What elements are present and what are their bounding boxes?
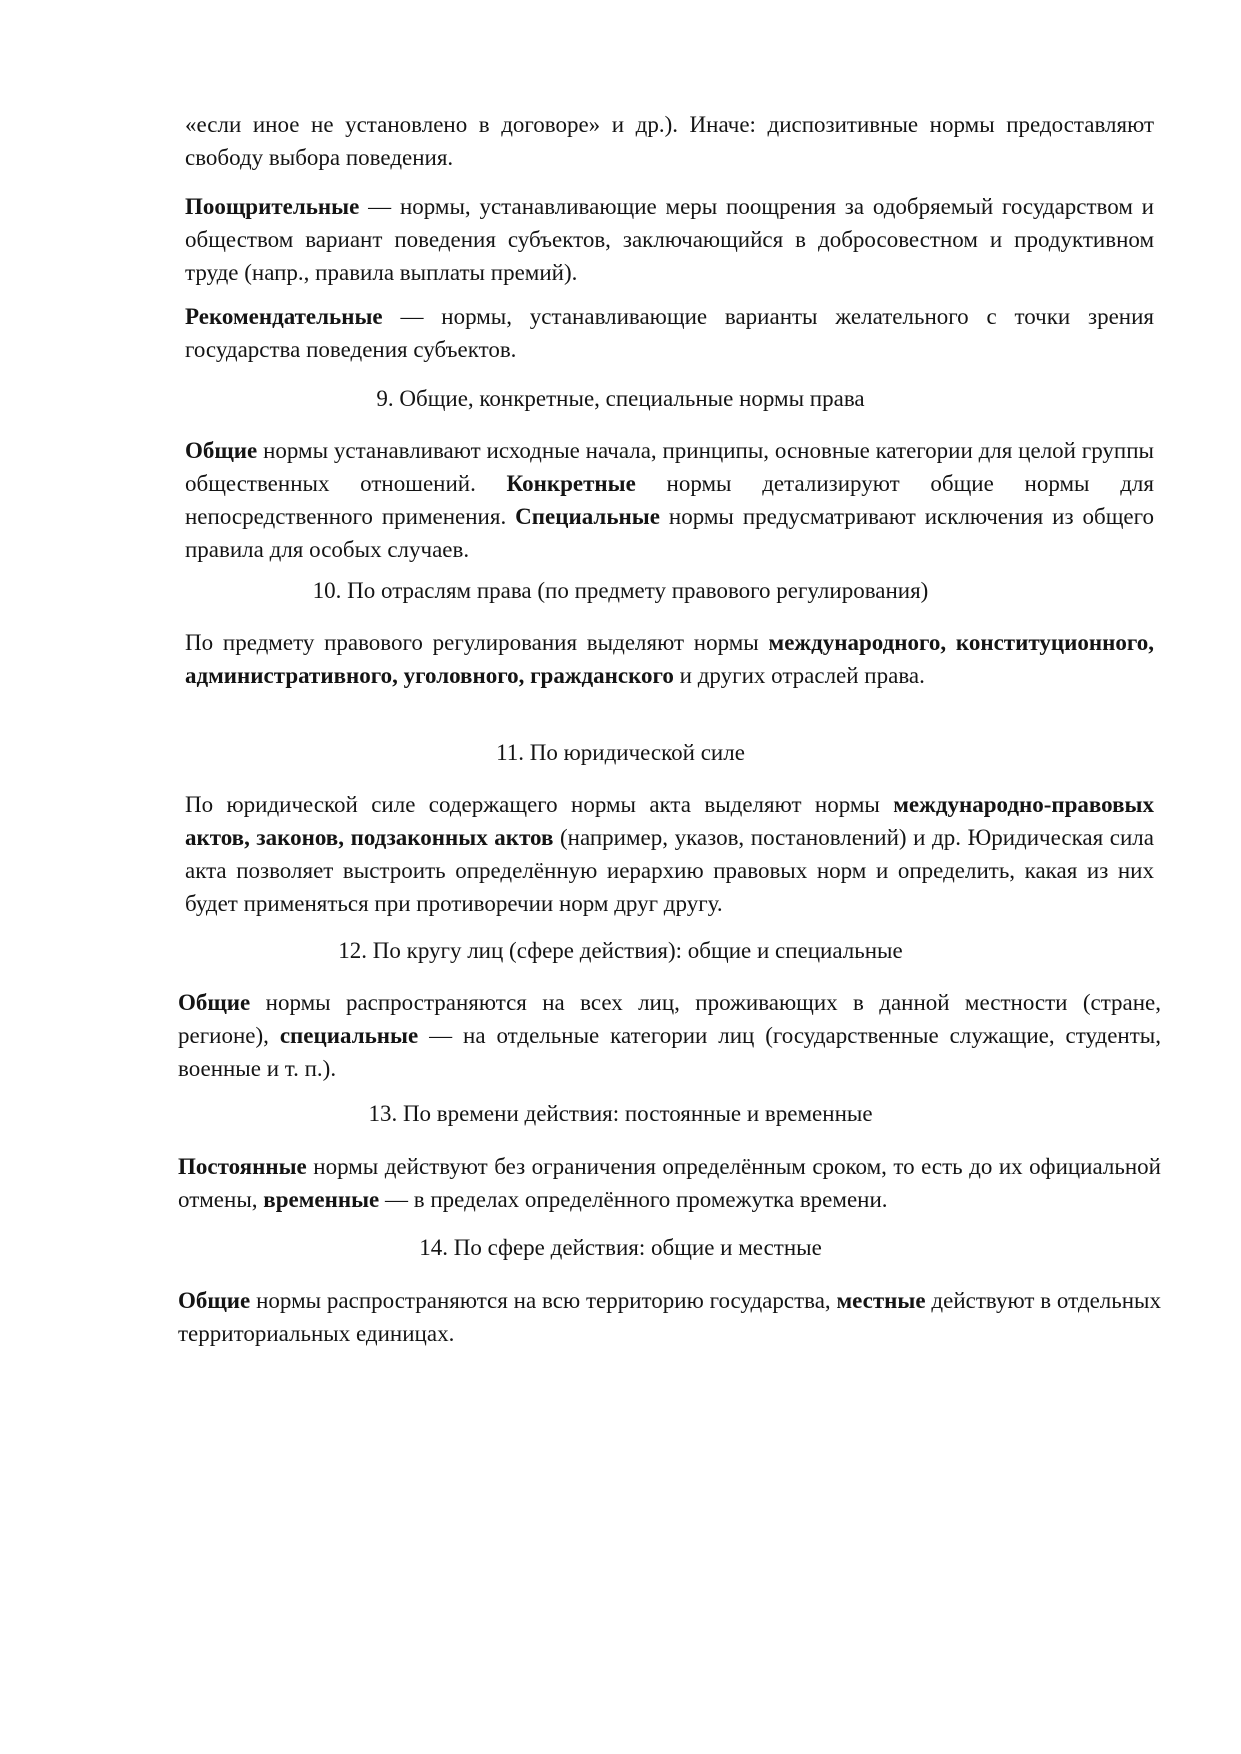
term-special-persons: специальные: [279, 1023, 419, 1048]
paragraph-section-10: [185, 626, 1154, 692]
paragraph-section-9: [185, 434, 1154, 566]
section-13-text-1: нормы действуют без ограничения определённым сроком, то есть до их официальной отмены,: [178, 1154, 1161, 1212]
section-9-text-3: нормы предусматривают исключения из общего правила для особых случаев.: [185, 504, 1154, 562]
term-branches: международного, конституционного, административного, уголовного, гражданского: [185, 630, 1154, 688]
paragraph-section-12: [178, 986, 1161, 1085]
section-heading-12: 12. По кругу лиц (сфере действия): общие и специальные: [338, 938, 903, 963]
section-14-text-2: действуют в отдельных территориальных единицах.: [178, 1288, 1162, 1346]
section-heading-9: 9. Общие, конкретные, специальные нормы права: [376, 386, 865, 411]
term-acts: международно-правовых актов, законов, подзаконных актов: [185, 792, 1154, 850]
term-recommendatory: Рекомендательные: [185, 304, 383, 329]
paragraph-intro: [185, 108, 1154, 174]
section-heading-14: 14. По сфере действия: общие и местные: [419, 1235, 822, 1260]
paragraph-intro-text: «если иное не установлено в договоре» и др.). Иначе: диспозитивные нормы предоставляют свободу выбора поведения.: [185, 112, 1154, 170]
section-heading-10: 10. По отраслям права (по предмету правового регулирования): [312, 578, 929, 603]
section-12-text-1: нормы распространяются на всех лиц, проживающих в данной местности (стране, регионе),: [178, 990, 1161, 1048]
paragraph-section-11: [185, 788, 1154, 920]
term-temporary: временные: [263, 1187, 380, 1212]
term-general-persons: Общие: [178, 990, 251, 1015]
paragraph-recommendatory-norms: [185, 300, 1154, 366]
section-11-text-2: (например, указов, постановлений) и др. Юридическая сила акта позволяет выстроить определённую иерархию правовых норм и определить, какая из них будет применяться при противоречии норм друг другу.: [185, 825, 1154, 916]
term-encouraging: Поощрительные: [185, 194, 360, 219]
section-10-text-2: и других отраслей права.: [673, 663, 925, 688]
section-9-text-1: нормы устанавливают исходные начала, принципы, основные категории для целой группы общественных отношений.: [185, 438, 1154, 496]
term-permanent: Постоянные: [178, 1154, 307, 1179]
paragraph-section-14: [178, 1284, 1161, 1350]
term-general: Общие: [185, 438, 258, 463]
term-concrete: Конкретные: [506, 471, 636, 496]
section-heading-11: 11. По юридической силе: [496, 740, 745, 765]
term-special: Специальные: [515, 504, 660, 529]
term-general-territory: Общие: [178, 1288, 251, 1313]
section-heading-13: 13. По времени действия: постоянные и временные: [368, 1101, 873, 1126]
section-14-text-1: нормы распространяются на всю территорию государства,: [250, 1288, 837, 1313]
encouraging-definition: — нормы, устанавливающие меры поощрения за одобряемый государством и обществом вариант поведения субъектов, заключающийся в добросовестном и продуктивном труде (напр., правила выплаты премий).: [185, 194, 1154, 285]
section-12-text-2: — на отдельные категории лиц (государственные служащие, студенты, военные и т. п.).: [178, 1023, 1161, 1081]
paragraph-encouraging-norms: [185, 190, 1154, 289]
section-11-text-1: По юридической силе содержащего нормы акта выделяют нормы: [185, 792, 894, 817]
recommendatory-definition: — нормы, устанавливающие варианты желательного с точки зрения государства поведения субъектов.: [185, 304, 1154, 362]
section-13-text-2: — в пределах определённого промежутка времени.: [379, 1187, 888, 1212]
term-local: местные: [836, 1288, 926, 1313]
paragraph-section-13: [178, 1150, 1161, 1216]
section-9-text-2: нормы детализируют общие нормы для непосредственного применения.: [185, 471, 1154, 529]
section-10-text-1: По предмету правового регулирования выделяют нормы: [185, 630, 769, 655]
